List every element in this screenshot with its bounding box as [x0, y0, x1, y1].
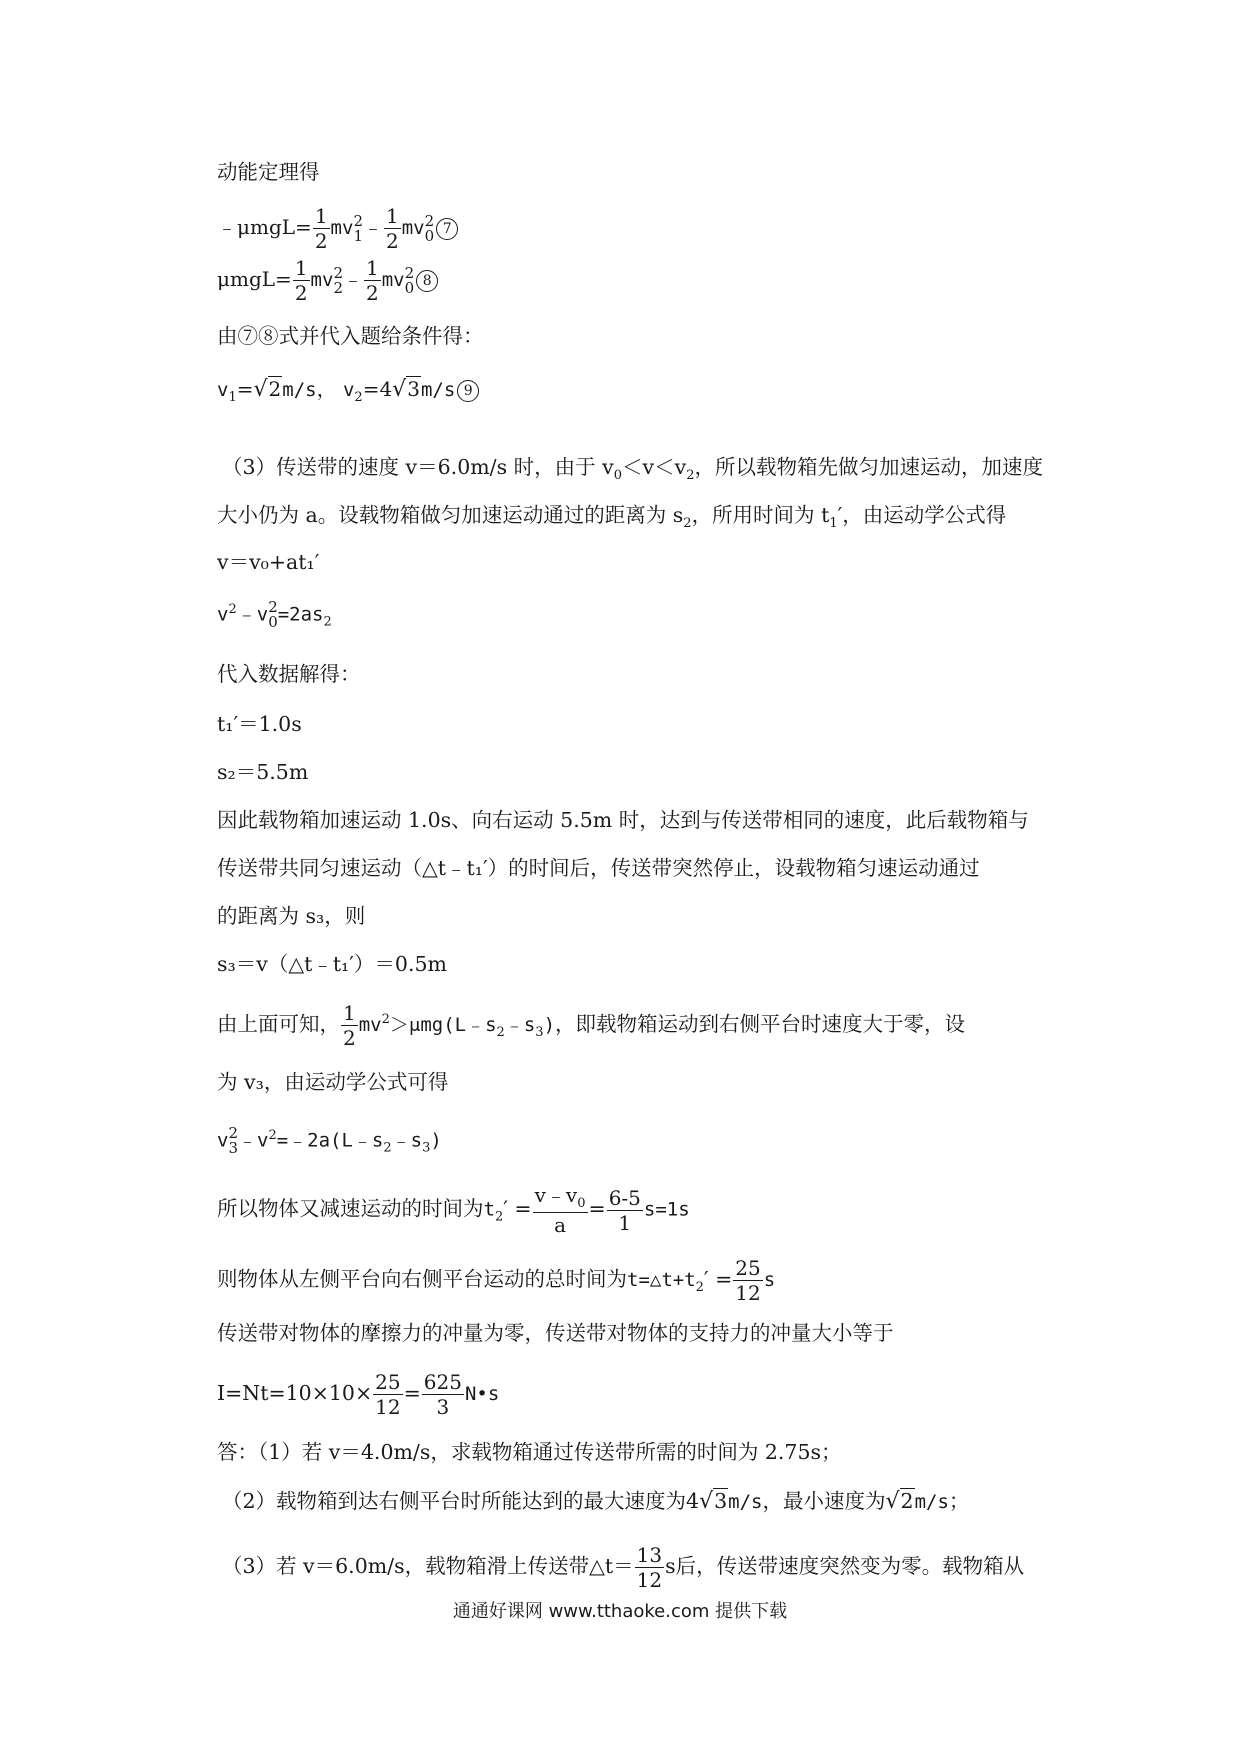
line-s3-result: s₃＝v（△t﹣t₁′）＝0.5m	[217, 952, 447, 976]
paragraph-uniform-line1: 因此载物箱加速运动 1.0s、向右运动 5.5m 时，达到与传送带相同的速度，此后载物箱与	[217, 808, 1029, 832]
line-t1-result: t₁′＝1.0s	[217, 712, 302, 736]
equation-displacement: $v^2﹣v$ 2 0 $=2as_2$	[217, 598, 332, 632]
paragraph-part3-line2: 大小仍为 a。设载物箱做匀加速运动通过的距离为 $s_2$，所用时间为 $t_1'$，由运动学公式得	[217, 503, 1007, 532]
equation-7: ﹣μmgL= $\frac{1}{2}$ mv 2 1 ﹣ $\frac{1}{2}$ mv 2 0 7	[217, 206, 1057, 251]
line-substitution: 由⑦⑧式并代入题给条件得：	[217, 324, 484, 348]
line-total-time: 则物体从左侧平台向右侧平台运动的总时间为$t=\triangle t+t_2'$ = $\frac{25}{12}$ s	[217, 1256, 776, 1305]
equation-impulse: I=Nt=10×10× $\frac{25}{12}$ = $\frac{625}{3}$ N•s	[217, 1370, 500, 1419]
circled-number-7: 7	[436, 218, 458, 240]
answer-part2: （2）载物箱到达右侧平台时所能达到的最大速度为4√3m/s，最小速度为√2m/s；	[222, 1489, 970, 1514]
paragraph-uniform-line2: 传送带共同匀速运动（△t﹣t₁′）的时间后，传送带突然停止，设载物箱匀速运动通过	[217, 856, 980, 880]
fraction-half: $\frac{1}{2}$	[365, 256, 379, 305]
fraction-half: $\frac{1}{2}$	[314, 204, 328, 253]
line-s2-result: s₂＝5.5m	[217, 760, 309, 784]
line-kinetic-theorem: 动能定理得	[217, 160, 320, 184]
line-v3-intro: 为 v₃，由运动学公式可得	[217, 1070, 449, 1094]
line-deceleration-time: 所以物体又减速运动的时间为$t_2'$ = $\frac{v﹣v_0}{a}$ = $\frac{6-5}{1}$ s=1s	[217, 1183, 690, 1237]
answer-part1: 答：（1）若 v＝4.0m/s，求载物箱通过传送带所需的时间为 2.75s；	[217, 1440, 842, 1464]
line-data-solve: 代入数据解得：	[217, 662, 361, 686]
page-footer: 通通好课网 www.tthaoke.com 提供下载	[452, 1601, 788, 1622]
paragraph-uniform-line3: 的距离为 s₃，则	[217, 904, 366, 928]
sqrt-3: √3	[392, 377, 420, 402]
paragraph-part3-line1: （3）传送带的速度 v＝6.0m/s 时，由于 $v_0<v<v_2$，所以载物箱先做匀加速运动，加速度	[222, 455, 1043, 484]
line-impulse-intro: 传送带对物体的摩擦力的冲量为零，传送带对物体的支持力的冲量大小等于	[217, 1321, 894, 1345]
equation-v3: v 2 3 $﹣v^2=﹣2a(L﹣s_2﹣s_3)$	[217, 1124, 442, 1158]
line-energy-inequality: 由上面可知， $\frac{1}{2}$ $mv^2>\mu mg(L﹣s_2﹣s_3)$，即载物箱运动到右侧平台时速度大于零，设	[217, 1001, 966, 1050]
circled-number-8: 8	[416, 270, 438, 292]
equation-velocity: v＝v₀+at₁′	[217, 550, 320, 574]
equation-9: $v_1=√2m/s$， $v_2=4√3m/s$ 9	[217, 375, 1057, 412]
fraction-half: $\frac{1}{2}$	[294, 256, 308, 305]
equation-8: μmgL= $\frac{1}{2}$ mv 2 2 ﹣ $\frac{1}{2}$ mv 2 0 8	[217, 258, 1057, 303]
fraction-half: $\frac{1}{2}$	[385, 204, 399, 253]
sqrt-2: √2	[253, 377, 282, 402]
circled-number-9: 9	[457, 380, 479, 402]
answer-part3: （3）若 v＝6.0m/s，载物箱滑上传送带△t＝ $\frac{13}{12}$ s后，传送带速度突然变为零。载物箱从	[222, 1543, 1025, 1592]
